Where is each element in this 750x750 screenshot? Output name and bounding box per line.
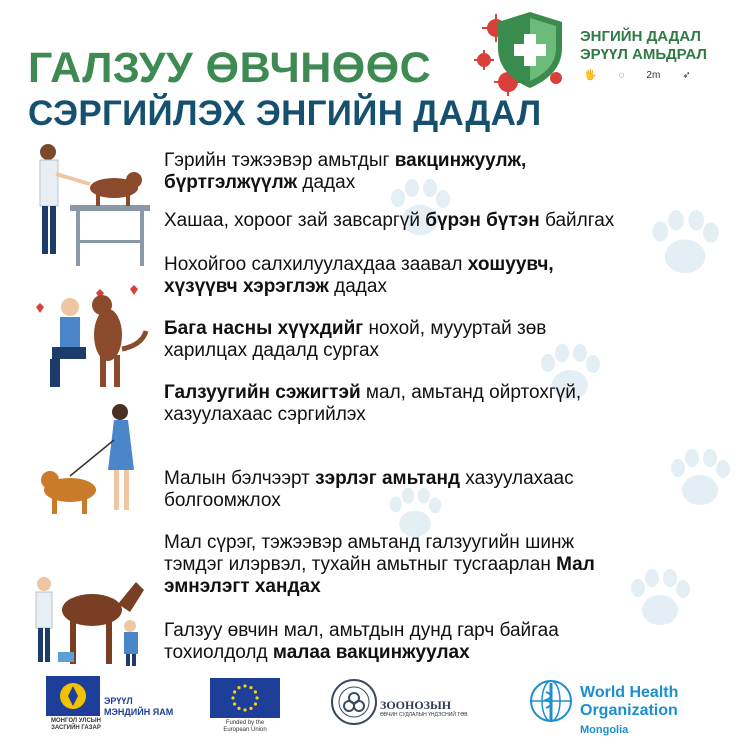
tip-item: Бага насны хүүхдийг нохой, муууртай зөв харилцах дадалд сургах (164, 318, 547, 361)
woman-walking-dog-illustration (30, 400, 150, 520)
biohazard-emblem-icon (330, 678, 378, 726)
child-hugging-dog-illustration (30, 285, 150, 395)
vet-with-dog-illustration (30, 140, 150, 270)
page-title: ГАЛЗУУ ӨВЧНӨӨС (28, 44, 432, 92)
eu-star-icon (233, 690, 236, 693)
zoonosis-center-logo: ЗООНОЗЫН ӨВЧИН СУДЛАЛЫН ҮНДЭСНИЙ ТӨВ (330, 676, 480, 732)
mongolia-emblem-icon (46, 676, 100, 716)
eu-star-icon (249, 707, 252, 710)
page-subtitle: СЭРГИЙЛЭХ ЭНГИЙН ДАДАЛ (28, 94, 542, 133)
mongolia-health-ministry-logo: МОНГОЛ УЛСЫН ЗАСГИЙН ГАЗАР ЭРҮҮЛ МЭНДИЙН ЯАМ (46, 676, 186, 732)
distance-icon: 2m (646, 70, 661, 81)
tip-item: Мал сүрэг, тэжээвэр амьтанд галзуугийн шинж тэмдэг илэрвэл, тухайн амьтныг тусгаарлан Мал эмнэлэгт хандах (164, 532, 595, 597)
mask-icon: ◌ (618, 70, 625, 81)
tip-item: Малын бэлчээрт зэрлэг амьтанд хазуулахаас болгоомжлох (164, 468, 574, 511)
eu-star-icon (249, 686, 252, 689)
cough-icon: ➶ (682, 70, 691, 81)
tip-item: Галзуугийн сэжигтэй мал, амьтанд ойртохгүй, хазуулахаас сэргийлэх (164, 382, 582, 425)
washing-hands-icon: 🖐 (584, 70, 597, 81)
footer-logos (0, 676, 750, 750)
who-emblem-icon (528, 678, 574, 724)
eu-flag-icon (210, 678, 280, 718)
eu-star-icon (255, 696, 258, 699)
eu-star-icon (243, 684, 246, 687)
tip-item: Хашаа, хороог зай завсаргүй бүрэн бүтэн байлгах (164, 210, 615, 231)
tip-item: Гэрийн тэжээвэр амьтдыг вакцинжуулж, бүртгэлжүүлж дадах (164, 150, 527, 193)
eu-star-icon (237, 686, 240, 689)
eu-logo: Funded by the European Union (210, 678, 280, 734)
eu-star-icon (254, 690, 257, 693)
eu-star-icon (233, 702, 236, 705)
vet-with-horse-illustration (30, 570, 150, 670)
eu-star-icon (243, 708, 246, 711)
eu-star-icon (237, 707, 240, 710)
who-mongolia-logo: World Health Organization Mongolia (528, 676, 698, 742)
virus-shield-icon (470, 8, 580, 98)
eu-star-icon (254, 702, 257, 705)
eu-star-icon (231, 696, 234, 699)
tip-item: Нохойгоо салхилуулахдаа заавал хошуувч, хүзүүвч хэрэглэж дадах (164, 254, 554, 297)
campaign-logo (470, 8, 740, 98)
tip-item: Галзуу өвчин мал, амьтдын дунд гарч байгаа тохиолдолд малаа вакцинжуулах (164, 620, 559, 663)
brand-line-1: ЭНГИЙН ДАДАЛ (580, 28, 701, 45)
brand-line-2: ЭРҮҮЛ АМЬДРАЛ (580, 46, 707, 63)
